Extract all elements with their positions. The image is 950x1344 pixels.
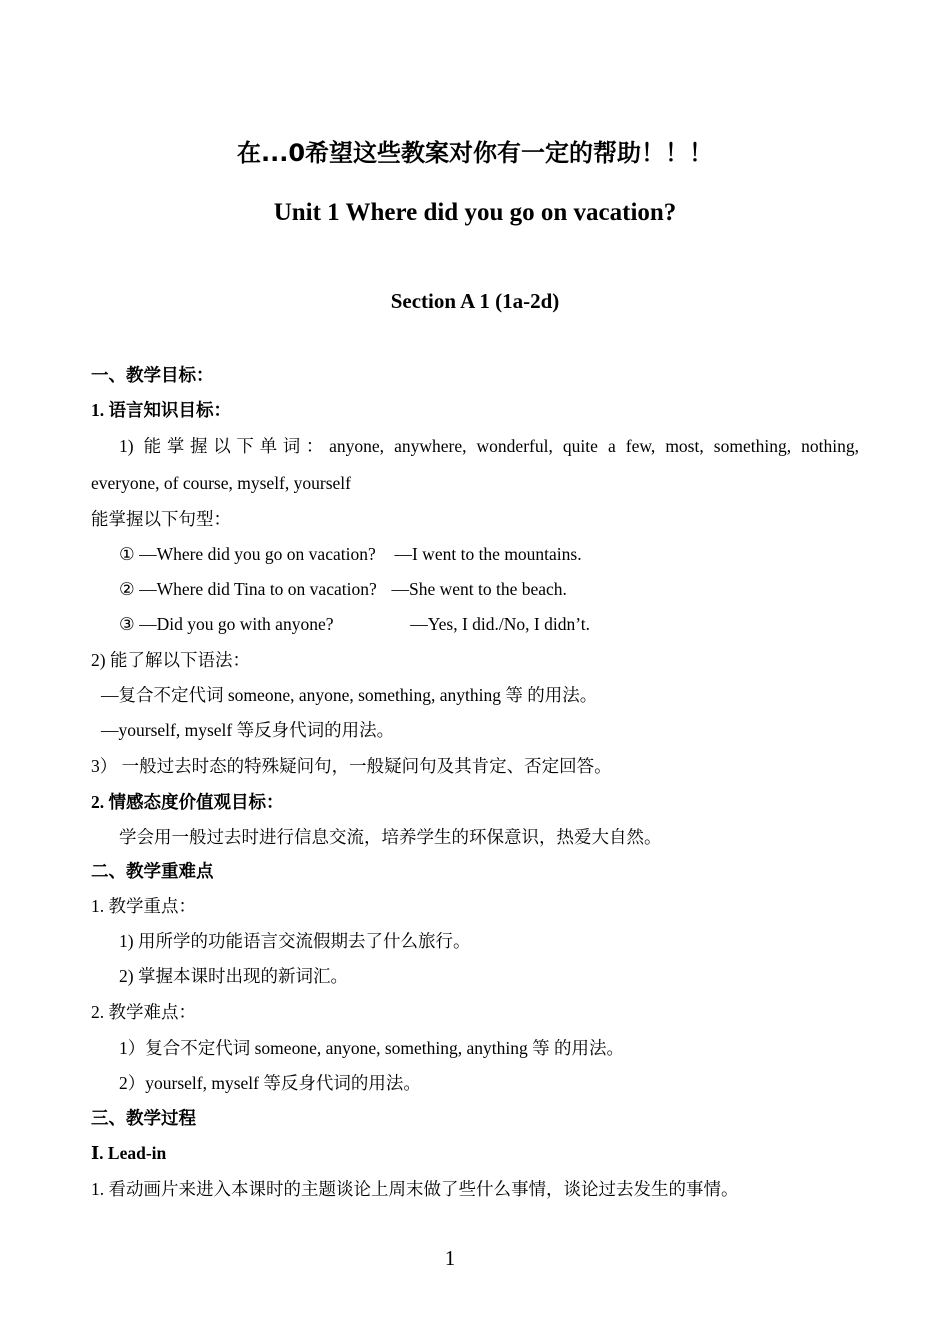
vocab-line-1: 1) 能掌握以下单词：anyone, anywhere, wonderful, quite a few, most, something, nothing, [119,436,859,456]
heading-teaching-process: 三、教学过程 [91,1108,196,1128]
sentence-item [119,577,567,601]
sentence-answer: —Yes, I did./No, I didn’t. [410,614,590,634]
sentence-intro: 能掌握以下句型： [91,509,231,529]
grammar-item-2: —yourself, myself 等反身代词的用法。 [101,720,395,740]
header-title: 在...0希望这些教案对你有一定的帮助！！！ [236,139,714,167]
sentence-item [119,612,590,636]
sentence-answer: —She went to the beach. [391,579,567,599]
heading-emotion-goals: 2. 情感态度价值观目标： [91,792,284,812]
section-title: Section A 1 (1a-2d) [390,289,560,313]
leadin-title: Ⅰ. Lead-in [91,1143,167,1163]
focus-item-2: 2) 掌握本课时出现的新词汇。 [119,966,348,986]
sentence-item [119,542,582,566]
difficulty-item-1: 1）复合不定代词 someone, anyone, something, anything 等 的用法。 [119,1038,625,1058]
heading-teaching-goals: 一、教学目标： [91,365,214,385]
heading-language-goals: 1. 语言知识目标： [91,400,231,420]
grammar-item-1: —复合不定代词 someone, anyone, something, anything 等 的用法。 [101,685,598,705]
leadin-item-1: 1. 看动画片来进入本课时的主题谈论上周末做了些什么事情，谈论过去发生的事情。 [91,1179,739,1199]
sentence-answer: —I went to the mountains. [394,544,582,564]
difficulty-title: 2. 教学难点： [91,1002,196,1022]
grammar-item-3: 3） 一般过去时态的特殊疑问句，一般疑问句及其肯定、否定回答。 [91,756,612,776]
focus-item-1: 1) 用所学的功能语言交流假期去了什么旅行。 [119,931,471,951]
page-number: 1 [444,1246,456,1270]
grammar-intro: 2) 能了解以下语法： [91,650,250,670]
focus-title: 1. 教学重点： [91,896,196,916]
heading-key-points: 二、教学重难点 [91,861,214,881]
sentence-question: ① —Where did you go on vacation? [119,544,376,564]
sentence-question: ③ —Did you go with anyone? [119,614,334,634]
vocab-line-2: everyone, of course, myself, yourself [91,473,351,493]
emotion-text: 学会用一般过去时进行信息交流，培养学生的环保意识，热爱大自然。 [119,827,662,847]
sentence-question: ② —Where did Tina to on vacation? [119,579,377,599]
unit-title: Unit 1 Where did you go on vacation? [273,199,677,226]
difficulty-item-2: 2）yourself, myself 等反身代词的用法。 [119,1073,421,1093]
